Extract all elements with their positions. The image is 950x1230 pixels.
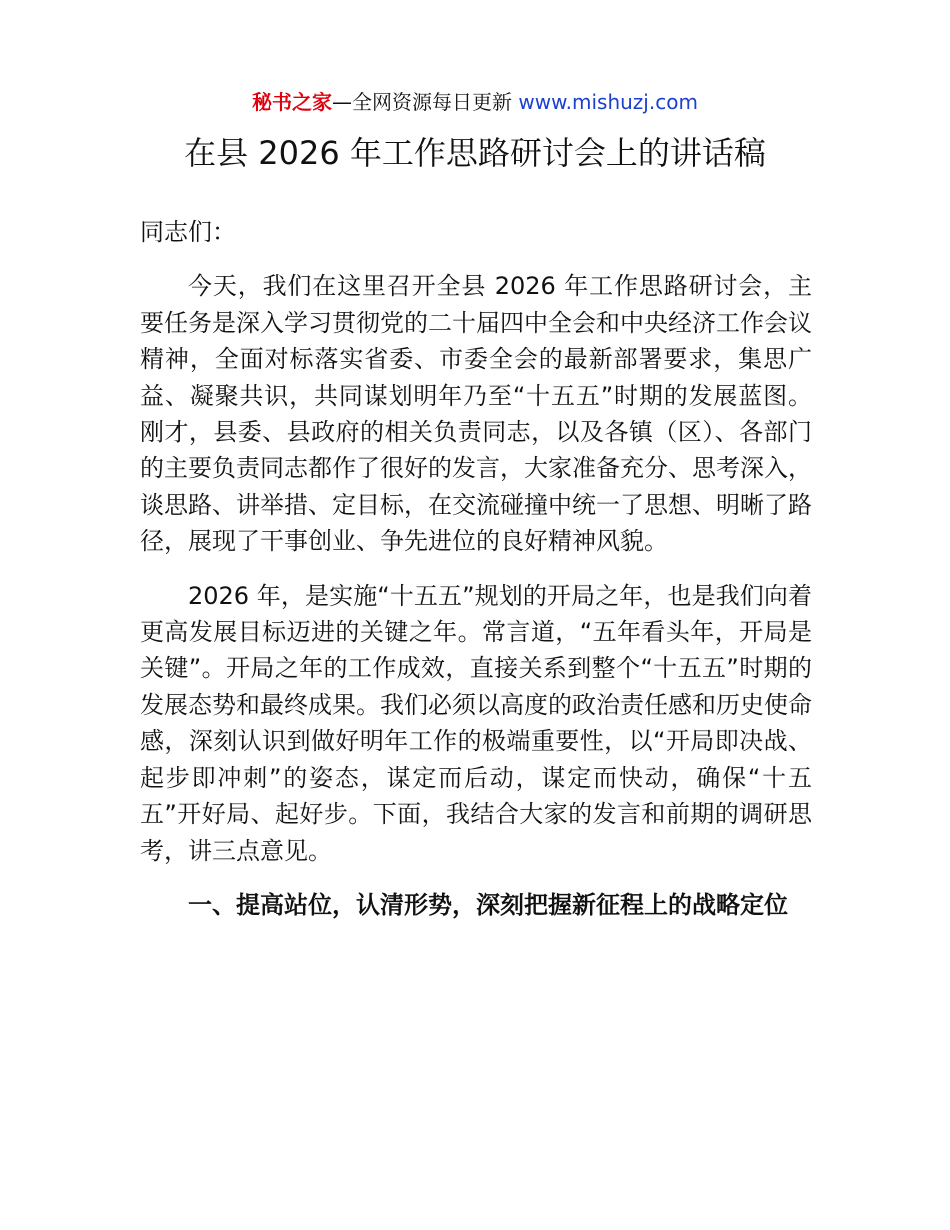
section-heading: 一、提高站位，认清形势，深刻把握新征程上的战略定位 xyxy=(188,890,788,919)
body-paragraph: 今天，我们在这里召开全县 2026 年工作思路研讨会，主要任务是深入学习贯彻党的二十届四中全会和中央经济工作会议精神，全面对标落实省委、市委全会的最新部署要求，集思广益、凝聚共识，共同谋划明年乃至“十五五”时期的发展蓝图。刚才，县委、县政府的相关负责同志，以及各镇（区）、各部门的主要负责同志都作了很好的发言，大家准备充分、思考深入，谈思路、讲举措、定目标，在交流碰撞中统一了思想、明晰了路径，展现了干事创业、争先进位的良好精神风貌。 xyxy=(140,272,812,556)
brand-name: 秘书之家 xyxy=(252,90,333,114)
site-header xyxy=(0,88,950,116)
document-body xyxy=(140,214,812,923)
body-paragraph: 2026 年，是实施“十五五”规划的开局之年，也是我们向着更高发展目标迈进的关键之年。常言道，“五年看头年，开局是关键”。开局之年的工作成效，直接关系到整个“十五五”时期的发展态势和最终成果。我们必须以高度的政治责任感和历史使命感，深刻认识到做好明年工作的极端重要性，以“开局即决战、起步即冲刺”的姿态，谋定而后动，谋定而快动，确保“十五五”开好局、起好步。下面，我结合大家的发言和前期的调研思考，讲三点意见。 xyxy=(140,581,812,865)
header-tagline: —全网资源每日更新 xyxy=(332,90,513,114)
document-title: 在县 2026 年工作思路研讨会上的讲话稿 xyxy=(184,134,766,172)
site-url-link[interactable]: www.mishuzj.com xyxy=(518,90,698,114)
salutation: 同志们： xyxy=(140,218,236,246)
